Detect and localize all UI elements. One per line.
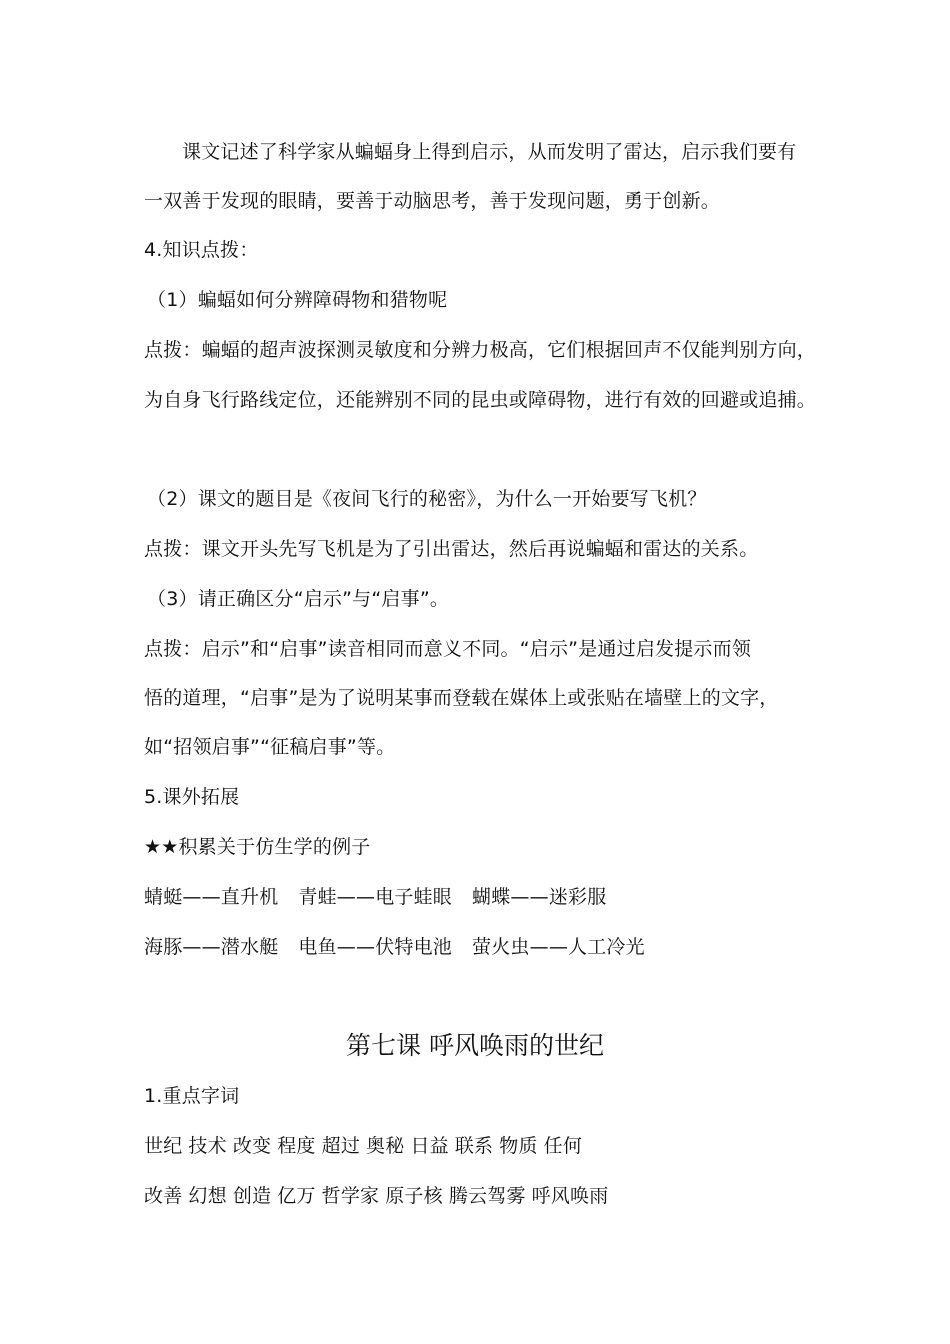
key-word: 联系 (454, 1135, 494, 1157)
key-word: 世纪 (144, 1135, 183, 1157)
key-word: 技术 (188, 1135, 227, 1157)
bionics-row-1 (144, 885, 606, 909)
answer-1-line-2: 为自身飞行路线定位，还能辨别不同的昆虫或障碍物，进行有效的回避或追捕。 (144, 389, 817, 411)
intro-line-1: 课文记述了科学家从蝙蝠身上得到启示，从而发明了雷达，启示我们要有 (182, 141, 797, 163)
bionics-row-2 (144, 935, 645, 959)
key-word: 哲学家 (321, 1185, 380, 1207)
bionics-item: 萤火虫——人工冷光 (472, 936, 645, 958)
bionics-item: 蜻蜓——直升机 (144, 886, 279, 908)
bionics-item: 蝴蝶——迷彩服 (472, 886, 607, 908)
bionics-item: 海豚——潜水艇 (144, 936, 279, 958)
key-words-row-2 (144, 1184, 608, 1208)
answer-2: 点拨：课文开头先写飞机是为了引出雷达，然后再说蝙蝠和雷达的关系。 (144, 538, 759, 560)
key-word: 奥秘 (366, 1135, 405, 1157)
bionics-subheading: ★★积累关于仿生学的例子 (144, 836, 371, 858)
key-word: 呼风唤雨 (531, 1185, 609, 1207)
key-words-row-1 (144, 1134, 582, 1158)
intro-line-2: 一双善于发现的眼睛，要善于动脑思考，善于发现问题，勇于创新。 (144, 190, 721, 212)
key-word: 改善 (144, 1185, 183, 1207)
question-1: （1）蝙蝠如何分辨障碍物和猎物呢 (147, 289, 448, 311)
section-5-heading: 5.课外拓展 (144, 786, 240, 808)
lesson-title: 第七课 呼风唤雨的世纪 (346, 1031, 604, 1060)
key-word: 任何 (543, 1135, 583, 1157)
answer-3-line-3: 如“招领启事”“征稿启事”等。 (144, 736, 396, 758)
section-4-heading: 4.知识点拨： (144, 239, 259, 261)
key-word: 物质 (499, 1135, 538, 1157)
key-word: 超过 (321, 1135, 361, 1157)
bionics-item: 电鱼——伏特电池 (298, 936, 453, 958)
key-word: 腾云驾雾 (448, 1185, 526, 1207)
key-word: 亿万 (277, 1185, 316, 1207)
answer-3-line-2: 悟的道理，“启事”是为了说明某事而登载在媒体上或张贴在墙壁上的文字， (144, 687, 779, 709)
key-word: 原子核 (385, 1185, 443, 1207)
answer-3-line-1: 点拨：启示”和“启事”读音相同而意义不同。“启示”是通过启发提示而领 (144, 638, 752, 660)
key-words-heading: 1.重点字词 (144, 1085, 240, 1107)
question-2: （2）课文的题目是《夜间飞行的秘密》，为什么一开始要写飞机？ (147, 488, 707, 510)
key-word: 程度 (277, 1135, 316, 1157)
bionics-item: 青蛙——电子蛙眼 (298, 886, 453, 908)
question-3: （3）请正确区分“启示”与“启事”。 (147, 588, 450, 610)
key-word: 日益 (410, 1135, 449, 1157)
key-word: 改变 (232, 1135, 272, 1157)
key-word: 幻想 (188, 1185, 227, 1207)
key-word: 创造 (232, 1185, 272, 1207)
answer-1-line-1: 点拨：蝙蝠的超声波探测灵敏度和分辨力极高，它们根据回声不仅能判别方向， (144, 339, 817, 361)
